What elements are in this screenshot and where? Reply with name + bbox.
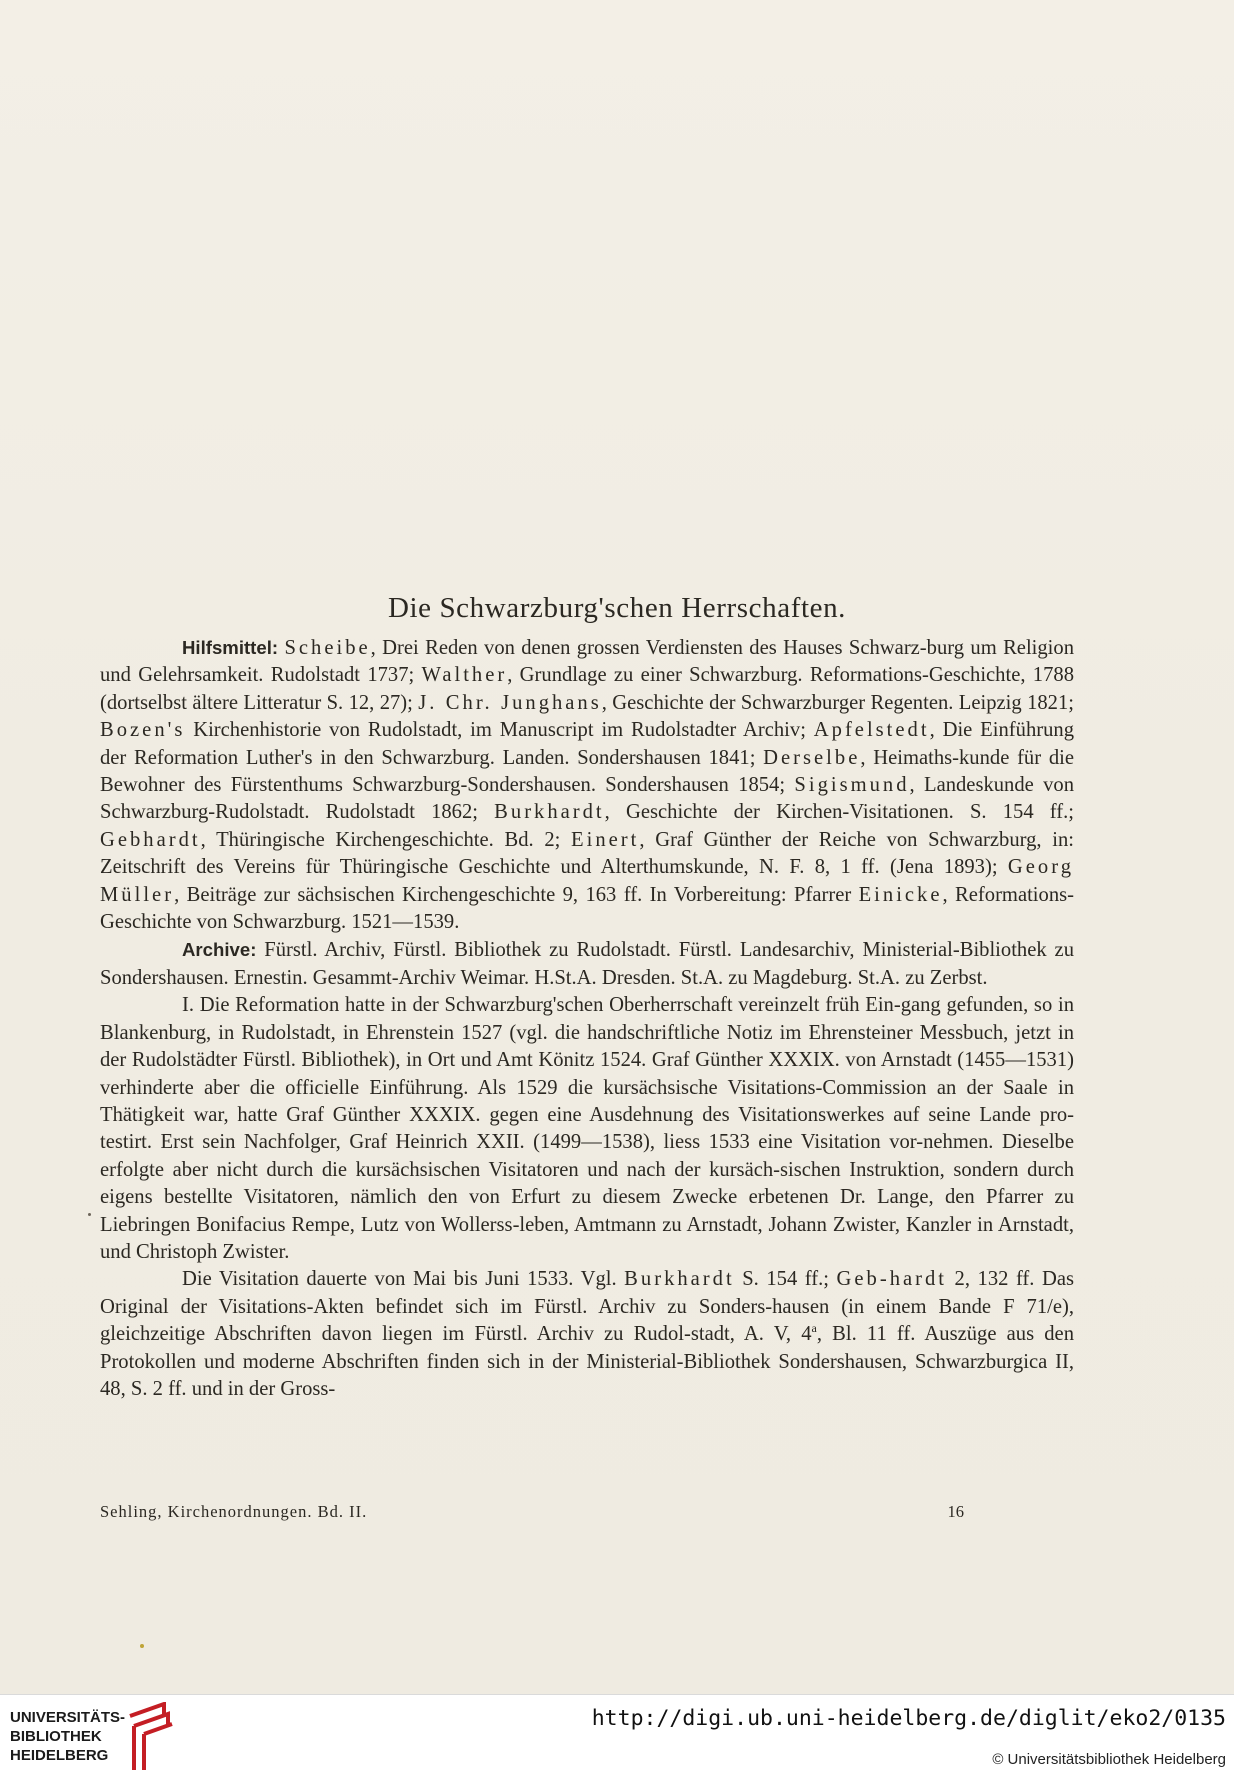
text-run: , Drei Reden von denen grossen Verdiensten des Hauses Schwarz-burg um Religion und Gelehrsamkeit. Rudolstadt 1737; <box>100 637 1074 687</box>
author-name: Bozen's <box>100 719 186 742</box>
author-name: Einicke <box>858 883 943 906</box>
text-run: , Grundlage zu einer Schwarzburg. Reformations-Geschichte, 1788 (dortselbst ältere Litteratur S. 12, 27); <box>100 664 1074 714</box>
text-run: , Geschichte der Schwarzburger Regenten. Leipzig 1821; <box>601 691 1074 714</box>
page-number: 16 <box>947 1502 964 1521</box>
margin-mark <box>140 1644 144 1648</box>
text-run: Die Visitation dauerte von Mai bis Juni 1533. Vgl. <box>182 1268 625 1291</box>
author-name: Gebhardt <box>100 828 201 851</box>
permalink-url[interactable]: http://digi.ub.uni-heidelberg.de/diglit/eko2/0135 <box>591 1706 1226 1731</box>
paragraph-visitation <box>100 1266 1074 1403</box>
margin-mark <box>88 1213 91 1216</box>
library-name <box>10 1708 125 1765</box>
text-run: S. 154 ff.; <box>734 1268 837 1291</box>
text-run: , Geschichte der Kirchen-Visitationen. S. 154 ff.; <box>604 801 1075 824</box>
label-archive: Archive: <box>182 939 257 961</box>
label-hilfsmittel: Hilfsmittel: <box>182 637 279 658</box>
footer-citation: Sehling, Kirchenordnungen. Bd. II. <box>100 1502 368 1521</box>
text-run: , Graf Günther der Reiche von Schwarzburg, in: Zeitschrift des Vereins für Thüringische Geschichte und Alterthumskunde, N. F. 8, 1 ff. (Jena 1893); <box>100 828 1075 879</box>
paragraph-hilfsmittel <box>100 634 1074 936</box>
author-name: Georg Müller <box>100 856 1074 906</box>
author-name: Geb-hardt <box>836 1268 948 1291</box>
author-name: Sigismund <box>794 774 910 797</box>
section-title: Die Schwarzburg'schen Herrschaften. <box>387 592 847 624</box>
author-name: Burkhardt <box>494 801 605 824</box>
text-run: , Landeskunde von Schwarzburg-Rudolstadt. Rudolstadt 1862; <box>100 774 1074 824</box>
paragraph-reformation: I. Die Reformation hatte in der Schwarzburg'schen Oberherrschaft vereinzelt früh Ein-gang gefunden, so in Blankenburg, in Rudolstadt, in Ehrenstein 1527 (vgl. die handschriftliche Notiz im Ehrensteiner Messbuch, jetzt in der Rudolstädter Fürstl. Bibliothek), in Ort und Amt Könitz 1524. Graf Günther XXXIX. von Arnstadt (1455—1531) verhinderte aber die officielle Einführung. Als 1529 die kursächsische Visitations-Commission an der Saale in Thätigkeit war, hatte Graf Günther XXXIX. gegen eine Ausdehnung des Visitationswerkes auf seine Lande pro-testirt. Erst sein Nachfolger, Graf Heinrich XXII. (1499—1538), liess 1533 eine Visitation vor-nehmen. Dieselbe erfolgte aber nicht durch die kursächsischen Visitatoren und nach der kursäch-sischen Instruktion, sondern durch eigens bestellte Visitatoren, nämlich den von Erfurt zu diesem Zwecke erbetenen Dr. Lange, den Pfarrer zu Liebringen Bonifacius Rempe, Lutz von Wollerss-leben, Amtmann zu Arnstadt, Johann Zwister, Kanzler in Arnstadt, und Christoph Zwister. <box>100 994 1074 1263</box>
library-logo-icon <box>124 1702 176 1774</box>
author-name: Apfelstedt <box>813 719 930 742</box>
author-name: Einert <box>571 828 640 851</box>
superscript: a <box>811 1321 817 1336</box>
paragraph-archive <box>100 936 1074 992</box>
author-name: J. Chr. Junghans <box>418 691 602 714</box>
author-name: Burkhardt <box>624 1268 735 1291</box>
text-run: , Reformations-Geschichte von Schwarzburg. 1521—1539. <box>100 883 1074 934</box>
author-name: Derselbe <box>763 746 861 769</box>
text-run: , Die Einführung der Reformation Luther's in den Schwarzburg. Landen. Sondershausen 1841; <box>100 719 1074 769</box>
author-name: Walther <box>421 664 508 687</box>
text-run: , Thüringische Kirchengeschichte. Bd. 2; <box>200 828 572 851</box>
author-name: Scheibe <box>284 637 371 659</box>
text-run: , Beiträge zur sächsischen Kirchengeschichte 9, 163 ff. In Vorbereitung: Pfarrer <box>174 883 859 906</box>
body-text <box>100 634 1074 1403</box>
library-name-line: HEIDELBERG <box>10 1747 109 1764</box>
text-run: Fürstl. Archiv, Fürstl. Bibliothek zu Rudolstadt. Fürstl. Landesarchiv, Ministerial-Bibliothek zu Sondershausen. Ernestin. Gesammt-Archiv Weimar. H.St.A. Dresden. St.A. zu Magdeburg. St.A. zu Zerbst. <box>100 939 1074 989</box>
text-run: , Heimaths-kunde für die Bewohner des Fürstenthums Schwarzburg-Sondershausen. Sondershausen 1854; <box>100 746 1074 797</box>
library-name-line: UNIVERSITÄTS- <box>10 1709 126 1726</box>
copyright-notice: © Universitätsbibliothek Heidelberg <box>992 1751 1226 1768</box>
library-name-line: BIBLIOTHEK <box>10 1728 102 1745</box>
text-run: , Bl. 11 ff. Auszüge aus den Protokollen und moderne Abschriften finden sich in der Ministerial-Bibliothek Sondershausen, Schwarzburgica II, 48, S. 2 ff. und in der Gross- <box>100 1323 1074 1400</box>
text-run: Kirchenhistorie von Rudolstadt, im Manuscript im Rudolstadter Archiv; <box>185 719 814 742</box>
text-run: 2, 132 ff. Das Original der Visitations-Akten befindet sich im Fürstl. Archiv zu Sonders-hausen (in einem Bande F 71/e), gleichzeitige Abschriften davon liegen im Fürstl. Archiv zu Rudol-stadt, A. V, 4 <box>100 1268 1074 1346</box>
